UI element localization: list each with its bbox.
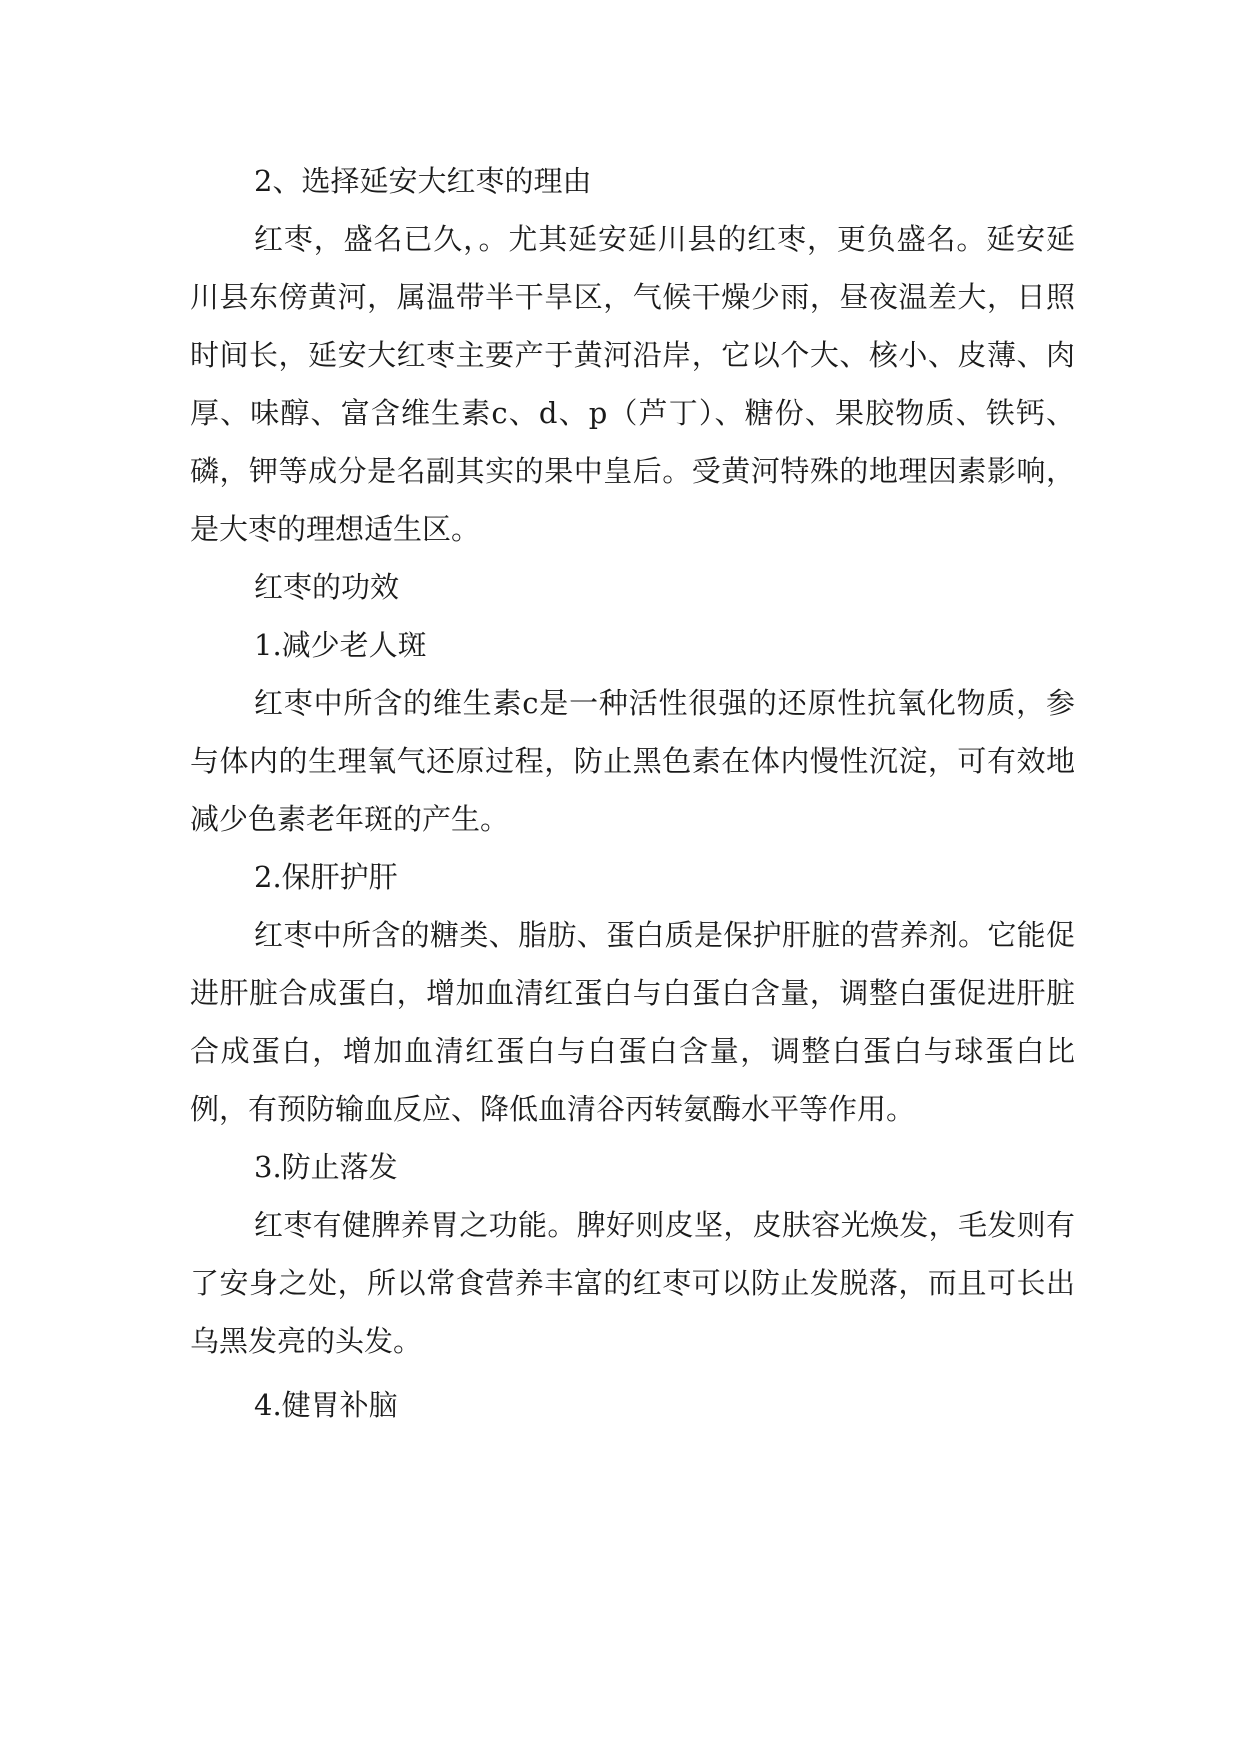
section-heading-reason: 2、选择延安大红枣的理由 — [254, 164, 592, 198]
paragraph-reason: 红枣，盛名已久，。尤其延安延川县的红枣，更负盛名。延安延川县东傍黄河，属温带半干旱区，气候干燥少雨，昼夜温差大，日照时间长，延安大红枣主要产于黄河沿岸，它以个大、核小、皮薄、肉厚、味醇、富含维生素c、d、p（芦丁）、糖份、果胶物质、铁钙、磷，钾等成分是名副其实的果中皇后。受黄河特殊的地理因素影响，是大枣的理想适生区。 — [190, 222, 1075, 546]
item-text-1: 红枣中所含的维生素c是一种活性很强的还原性抗氧化物质，参与体内的生理氧气还原过程，防止黑色素在体内慢性沉淀，可有效地减少色素老年斑的产生。 — [190, 686, 1075, 836]
item-title-1: 1.减少老人斑 — [254, 628, 427, 662]
item-title-2: 2.保肝护肝 — [254, 860, 398, 894]
item-title-3: 3.防止落发 — [254, 1150, 398, 1184]
item-text-2: 红枣中所含的糖类、脂肪、蛋白质是保护肝脏的营养剂。它能促进肝脏合成蛋白，增加血清红蛋白与白蛋白含量，调整白蛋促进肝脏合成蛋白，增加血清红蛋白与白蛋白含量，调整白蛋白与球蛋白比例，有预防输血反应、降低血清谷丙转氨酶水平等作用。 — [190, 918, 1075, 1126]
document-page — [190, 152, 1075, 1434]
section-heading-effects: 红枣的功效 — [254, 570, 400, 604]
item-title-4: 4.健胃补脑 — [254, 1388, 398, 1422]
item-text-3: 红枣有健脾养胃之功能。脾好则皮坚，皮肤容光焕发，毛发则有了安身之处，所以常食营养丰富的红枣可以防止发脱落，而且可长出乌黑发亮的头发。 — [190, 1208, 1075, 1358]
